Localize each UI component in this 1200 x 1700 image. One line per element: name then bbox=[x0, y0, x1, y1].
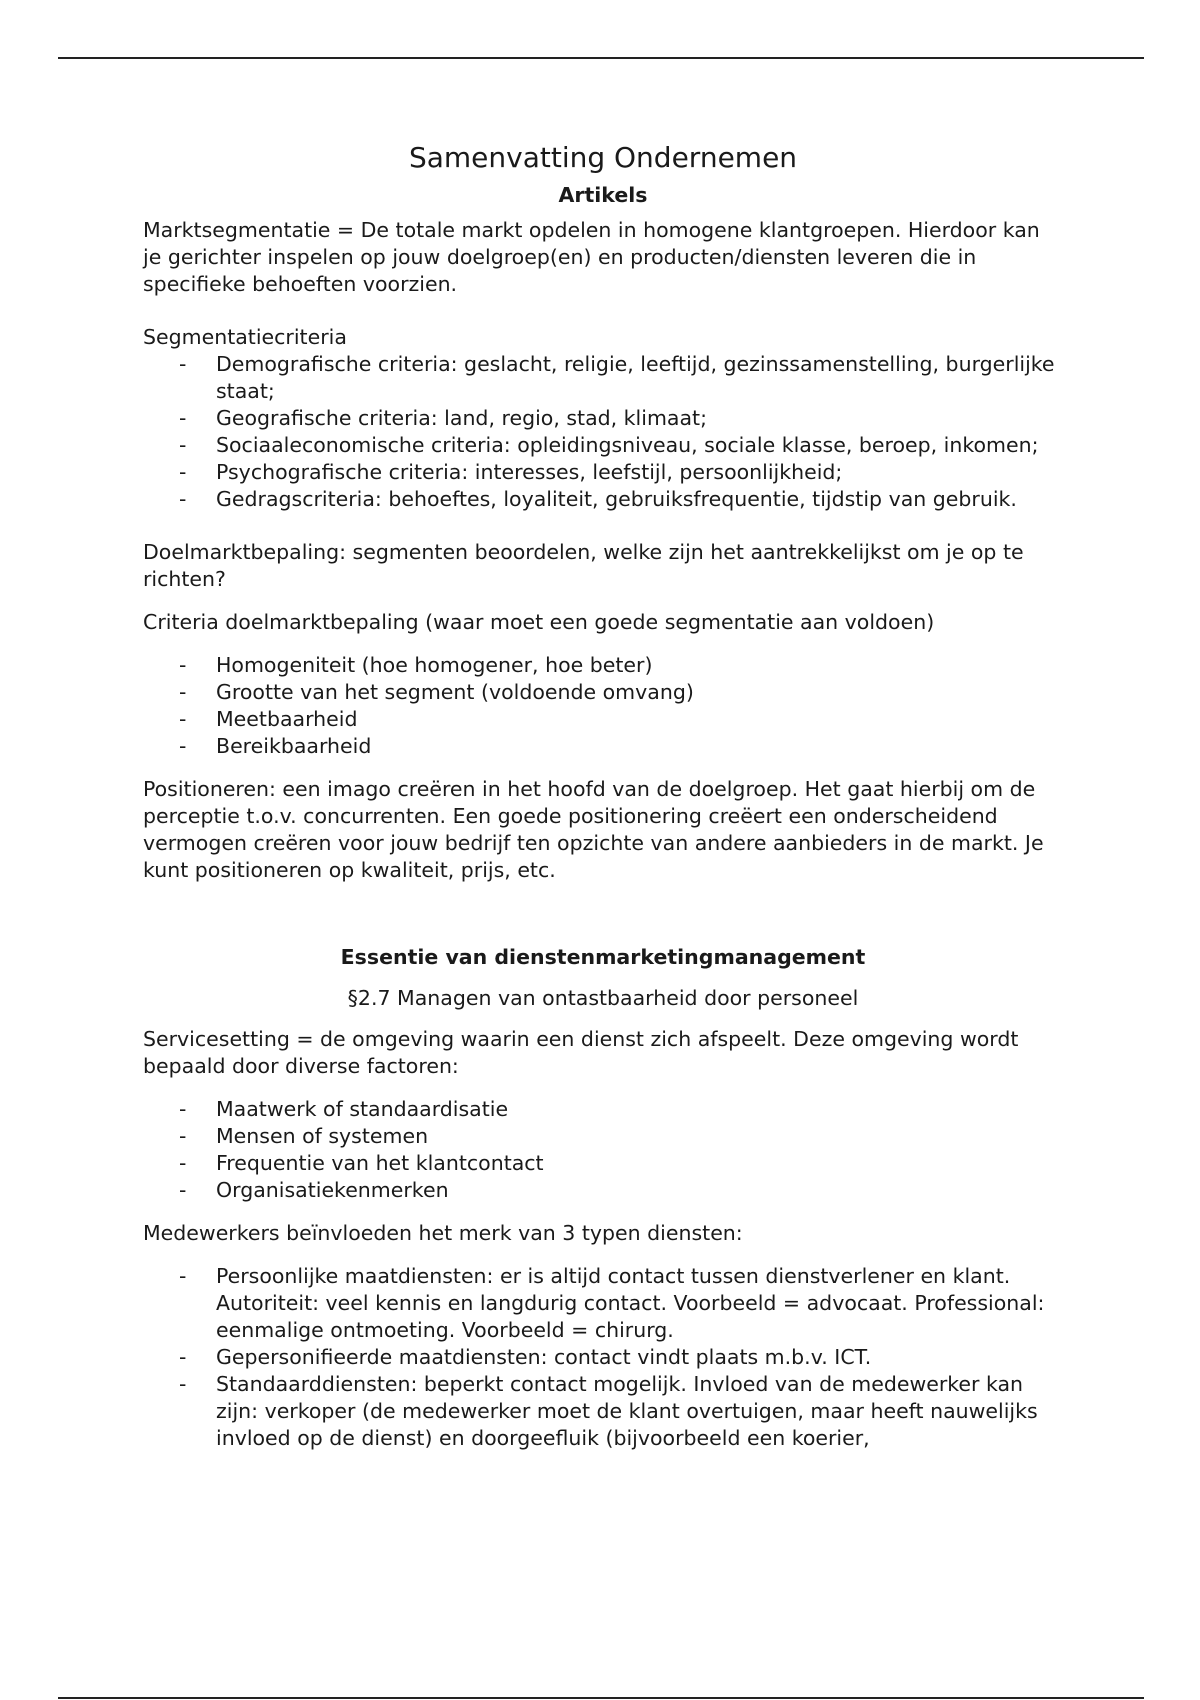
paragraph-medewerkers: Medewerkers beïnvloeden het merk van 3 typen diensten: bbox=[143, 1221, 743, 1245]
footer-rule bbox=[58, 1697, 1144, 1699]
list-item-text: Meetbaarheid bbox=[216, 707, 358, 731]
list-item bbox=[143, 1263, 1063, 1344]
list-segmentatiecriteria bbox=[143, 351, 1063, 513]
bullet-dash: - bbox=[179, 1151, 187, 1175]
list-item bbox=[143, 679, 1063, 706]
list-item bbox=[143, 652, 1063, 679]
list-item bbox=[143, 432, 1063, 459]
list-item-text: Maatwerk of standaardisatie bbox=[216, 1097, 509, 1121]
label-segmentatiecriteria: Segmentatiecriteria bbox=[143, 325, 347, 349]
list-item bbox=[143, 1123, 1063, 1150]
bullet-dash: - bbox=[179, 1124, 187, 1148]
list-item-text: Bereikbaarheid bbox=[216, 734, 372, 758]
list-item-text: Organisatiekenmerken bbox=[216, 1178, 449, 1202]
list-item-text: Sociaaleconomische criteria: opleidingsniveau, sociale klasse, beroep, inkomen; bbox=[216, 433, 1039, 457]
list-item-text: Demografische criteria: geslacht, religie, leeftijd, gezinssamenstelling, burgerlijke staat; bbox=[216, 352, 1055, 403]
document-title: Samenvatting Ondernemen bbox=[408, 141, 798, 174]
bullet-dash: - bbox=[179, 707, 187, 731]
bullet-dash: - bbox=[179, 406, 187, 430]
list-item-text: Standaarddiensten: beperkt contact mogelijk. Invloed van de medewerker kan zijn: verkoper (de medewerker moet de klant overtuigen, maar heeft nauwelijks invloed op de dienst) en doorgeefluik (bijvoorbeeld een koerier, bbox=[216, 1372, 1038, 1450]
list-item-text: Frequentie van het klantcontact bbox=[216, 1151, 544, 1175]
list-item bbox=[143, 405, 1063, 432]
list-item bbox=[143, 1177, 1063, 1204]
list-item-text: Psychografische criteria: interesses, leefstijl, persoonlijkheid; bbox=[216, 460, 843, 484]
list-item-text: Gepersonifieerde maatdiensten: contact vindt plaats m.b.v. ICT. bbox=[216, 1345, 872, 1369]
list-item-text: Homogeniteit (hoe homogener, hoe beter) bbox=[216, 653, 653, 677]
list-item bbox=[143, 351, 1063, 405]
list-item bbox=[143, 486, 1063, 513]
bullet-dash: - bbox=[179, 352, 187, 376]
bullet-dash: - bbox=[179, 680, 187, 704]
list-item bbox=[143, 706, 1063, 733]
bullet-dash: - bbox=[179, 1097, 187, 1121]
list-service-types bbox=[143, 1263, 1063, 1452]
bullet-dash: - bbox=[179, 1178, 187, 1202]
bullet-dash: - bbox=[179, 487, 187, 511]
bullet-dash: - bbox=[179, 460, 187, 484]
document-body bbox=[143, 140, 1063, 1452]
list-factors bbox=[143, 1096, 1063, 1204]
paragraph-servicesetting: Servicesetting = de omgeving waarin een dienst zich afspeelt. Deze omgeving wordt bepaald door diverse factoren: bbox=[143, 1027, 1019, 1078]
list-item-text: Gedragscriteria: behoeftes, loyaliteit, gebruiksfrequentie, tijdstip van gebruik. bbox=[216, 487, 1017, 511]
list-item-text: Mensen of systemen bbox=[216, 1124, 429, 1148]
list-item-text: Grootte van het segment (voldoende omvang) bbox=[216, 680, 694, 704]
list-item-text: Persoonlijke maatdiensten: er is altijd contact tussen dienstverlener en klant. Autoriteit: veel kennis en langdurig contact. Voorbeeld = advocaat. Professional: eenmalige ontmoeting. Voorbeeld = chirurg. bbox=[216, 1264, 1045, 1342]
list-item-text: Geografische criteria: land, regio, stad, klimaat; bbox=[216, 406, 707, 430]
subheading-paragraph-2-7: §2.7 Managen van ontastbaarheid door personeel bbox=[347, 986, 859, 1010]
list-item bbox=[143, 459, 1063, 486]
bullet-dash: - bbox=[179, 1372, 187, 1396]
bullet-dash: - bbox=[179, 1345, 187, 1369]
list-item bbox=[143, 1150, 1063, 1177]
paragraph-marktsegmentatie: Marktsegmentatie = De totale markt opdelen in homogene klantgroepen. Hierdoor kan je gerichter inspelen op jouw doelgroep(en) en producten/diensten leveren die in specifieke behoeften voorzien. bbox=[143, 218, 1040, 296]
list-doelmarkt-criteria bbox=[143, 652, 1063, 760]
bullet-dash: - bbox=[179, 1264, 187, 1288]
paragraph-doelmarktbepaling: Doelmarktbepaling: segmenten beoordelen, welke zijn het aantrekkelijkst om je op te richten? bbox=[143, 540, 1024, 591]
section-heading-dienstenmarketing: Essentie van dienstenmarketingmanagement bbox=[340, 945, 866, 969]
bullet-dash: - bbox=[179, 653, 187, 677]
header-rule bbox=[58, 57, 1144, 59]
section-spacer bbox=[143, 884, 1063, 944]
paragraph-criteria-doelmarkt: Criteria doelmarktbepaling (waar moet een goede segmentatie aan voldoen) bbox=[143, 610, 935, 634]
paragraph-positioneren: Positioneren: een imago creëren in het hoofd van de doelgroep. Het gaat hierbij om de perceptie t.o.v. concurrenten. Een goede positionering creëert een onderscheidend vermogen creëren voor jouw bedrijf ten opzichte van andere aanbieders in de markt. Je kunt positioneren op kwaliteit, prijs, etc. bbox=[143, 777, 1044, 882]
list-item bbox=[143, 1344, 1063, 1371]
bullet-dash: - bbox=[179, 433, 187, 457]
list-item bbox=[143, 1371, 1063, 1452]
list-item bbox=[143, 1096, 1063, 1123]
bullet-dash: - bbox=[179, 734, 187, 758]
section-heading-artikels: Artikels bbox=[558, 183, 648, 207]
list-item bbox=[143, 733, 1063, 760]
